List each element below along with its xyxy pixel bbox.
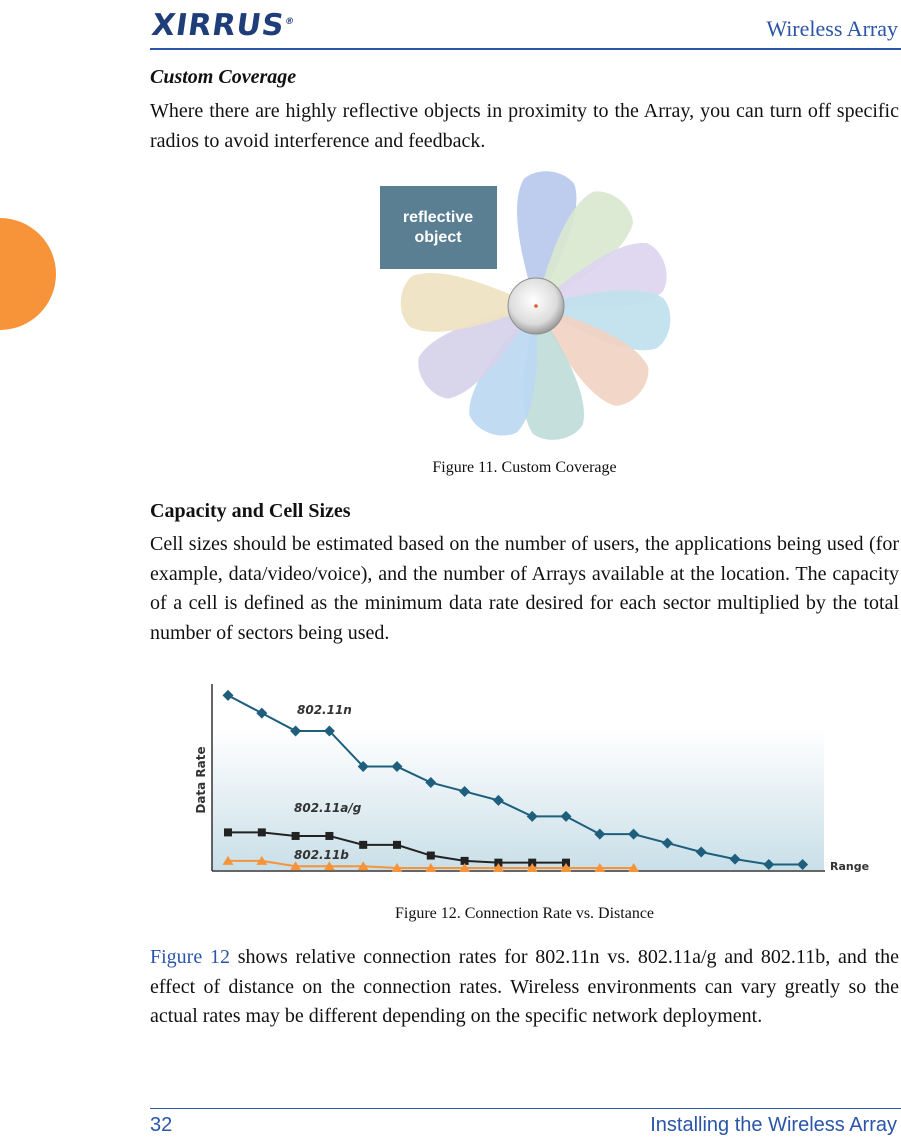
reflective-object-label-line2: object (414, 229, 462, 246)
footer-chapter-title: Installing the Wireless Array (650, 1114, 897, 1136)
footer-page-number: 32 (150, 1114, 173, 1136)
data-point-802-11a-g (427, 852, 435, 860)
legend-label-802-11ag: 802.11a/g (294, 801, 362, 815)
paragraph-figure-12-description (150, 943, 899, 1032)
custom-coverage-figure (370, 162, 680, 447)
footer-rule (150, 1108, 901, 1109)
figure-11-caption: Figure 11. Custom Coverage (432, 459, 617, 476)
data-point-802-11n (223, 690, 234, 701)
legend-label-802-11b: 802.11b (294, 848, 349, 862)
xirrus-logo (150, 8, 297, 42)
chart-x-label: Range (830, 860, 870, 873)
chapter-tab-marker (0, 218, 56, 330)
connection-rate-chart (185, 672, 875, 882)
logo-registered-mark: ® (284, 17, 296, 27)
figure-12-link[interactable]: Figure 12 (150, 946, 230, 968)
data-point-802-11n (256, 708, 267, 719)
reflective-object-label-line1: reflective (402, 209, 474, 226)
header-rule (150, 48, 901, 50)
reflective-object-box (380, 186, 497, 269)
data-point-802-11a-g (325, 832, 333, 840)
paragraph-capacity: Cell sizes should be estimated based on the number of users, the applications being used (for example, data/video/voice), and the number of Arrays available at the location. The capacity of a cell is defined as the minimum data rate desired for each sector multiplied by the total number of sectors being used. (150, 533, 899, 644)
section-heading-custom-coverage: Custom Coverage (150, 66, 297, 88)
legend-label-802-11n: 802.11n (297, 703, 352, 717)
data-point-802-11a-g (359, 841, 367, 849)
section-heading-capacity: Capacity and Cell Sizes (150, 500, 351, 522)
figure-12-caption: Figure 12. Connection Rate vs. Distance (394, 905, 655, 922)
data-point-802-11a-g (393, 841, 401, 849)
logo-text: XIRRUS (149, 8, 287, 43)
array-hub-center (534, 304, 538, 308)
paragraph-figure-12-rest: shows relative connection rates for 802.11n vs. 802.11a/g and 802.11b, and the effect of distance on the connection rates. Wireless environments can vary greatly so the actual rates may be different depending on the specific network deployment. (150, 946, 900, 1028)
paragraph-custom-coverage: Where there are highly reflective objects in proximity to the Array, you can turn off specific radios to avoid interference and feedback. (150, 100, 899, 152)
data-point-802-11a-g (224, 828, 232, 836)
data-point-802-11a-g (258, 828, 266, 836)
data-point-802-11a-g (292, 832, 300, 840)
header-title: Wireless Array (766, 16, 898, 41)
chart-y-label: Data Rate (194, 746, 208, 814)
